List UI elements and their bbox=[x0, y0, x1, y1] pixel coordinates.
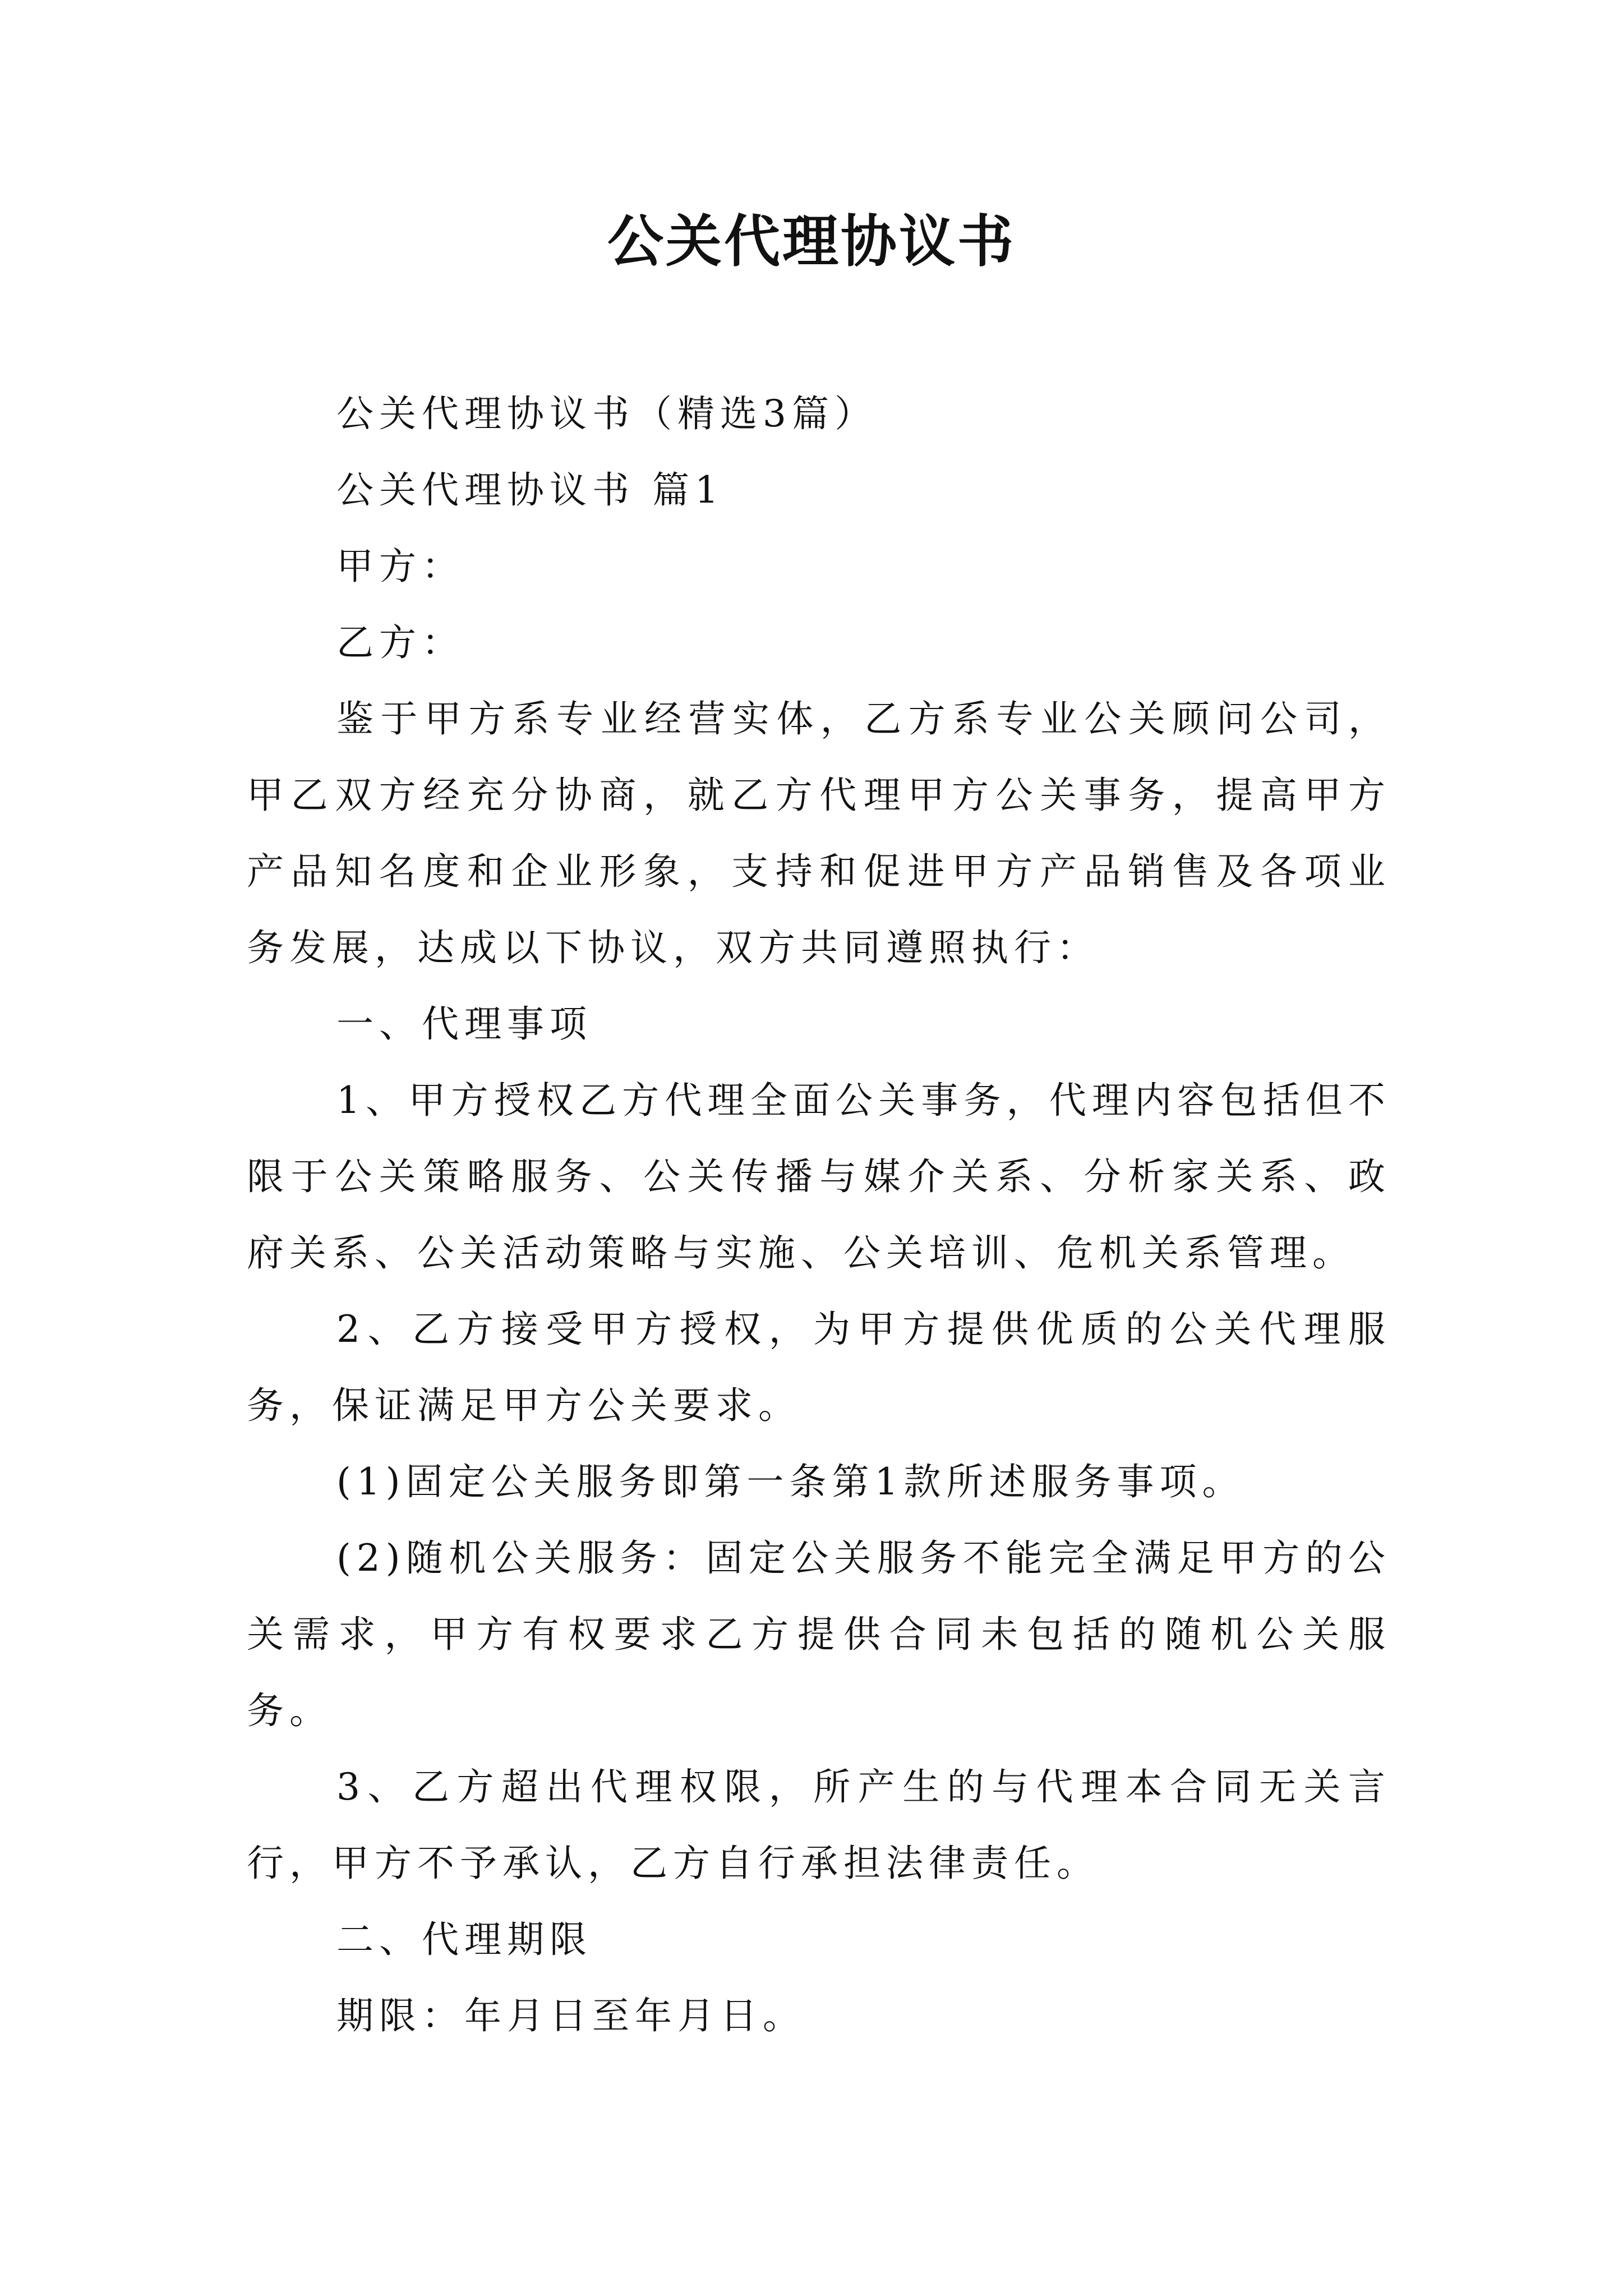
paragraph-clause-2: 2、乙方接受甲方授权，为甲方提供优质的公关代理服务，保证满足甲方公关要求。 bbox=[247, 1308, 1391, 1427]
paragraph-part-heading: 公关代理协议书 篇1 bbox=[336, 468, 724, 512]
paragraph-party-a: 甲方： bbox=[336, 545, 464, 588]
paragraph-clause-2-item-1: (1)固定公关服务即第一条第1款所述服务事项。 bbox=[336, 1460, 1245, 1503]
document-title: 公关代理协议书 bbox=[607, 208, 1016, 274]
paragraph-preamble: 鉴于甲方系专业经营实体，乙方系专业公关顾问公司，甲乙双方经充分协商，就乙方代理甲方公关事务，提高甲方产品知名度和企业形象，支持和促进甲方产品销售及各项业务发展，达成以下协议，双方共同遵照执行： bbox=[247, 697, 1391, 969]
paragraph-party-b: 乙方： bbox=[336, 621, 464, 664]
paragraph-term: 期限：年月日至年月日。 bbox=[336, 1994, 805, 2037]
paragraph-clause-1: 1、甲方授权乙方代理全面公关事务，代理内容包括但不限于公关策略服务、公关传播与媒介关系、分析家关系、政府关系、公关活动策略与实施、公关培训、危机关系管理。 bbox=[247, 1079, 1391, 1274]
paragraph-clause-3: 3、乙方超出代理权限，所产生的与代理本合同无关言行，甲方不予承认，乙方自行承担法律责任。 bbox=[247, 1765, 1391, 1885]
document-body bbox=[247, 376, 1391, 2054]
paragraph-subtitle: 公关代理协议书（精选3篇） bbox=[336, 392, 877, 435]
paragraph-clause-2-item-2: (2)随机公关服务：固定公关服务不能完全满足甲方的公关需求，甲方有权要求乙方提供合同未包括的随机公关服务。 bbox=[247, 1536, 1391, 1732]
paragraph-section-2-heading: 二、代理期限 bbox=[336, 1918, 592, 1961]
paragraph-section-1-heading: 一、代理事项 bbox=[336, 1002, 592, 1046]
